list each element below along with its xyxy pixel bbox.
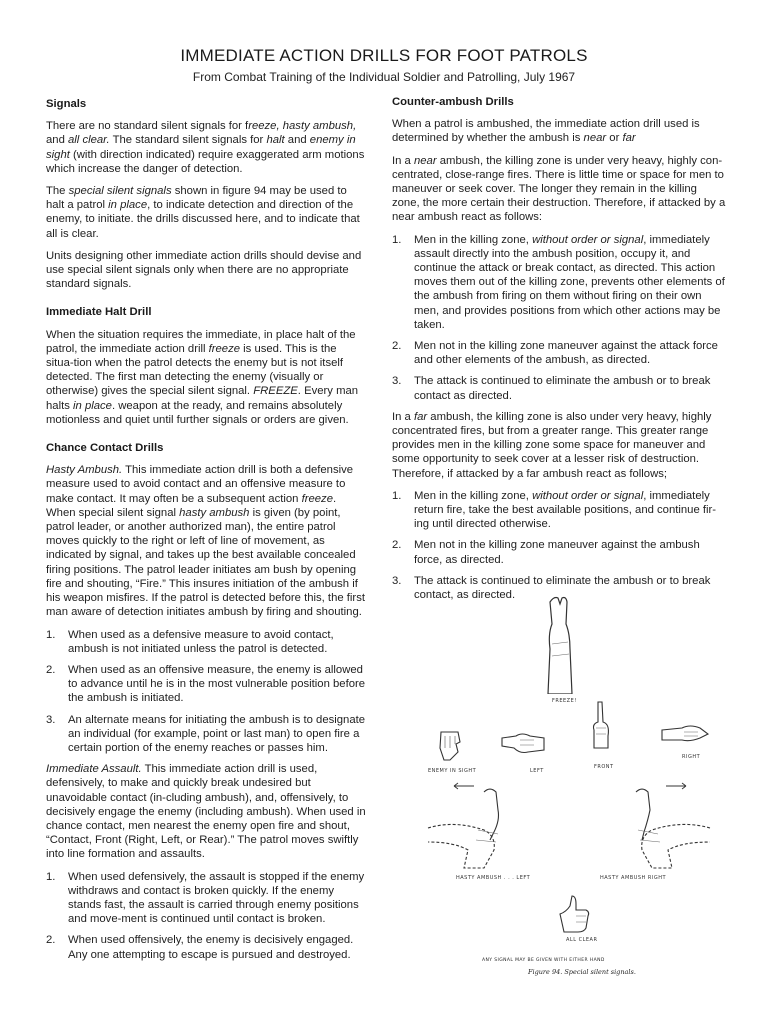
all-clear-hand-illustration [556,894,592,934]
paragraph: The special silent signals shown in figure 94 may be used to halt a patrol in place, to indicate detection and direction of the enemy, to initiate. the drills discussed here, and to indicate that all is clear. [46,185,360,240]
paragraph: When a patrol is ambushed, the immediate action drill used is determined by whether the ambush is near or far [392,118,700,145]
numbered-list [46,870,366,962]
paragraph: There are no standard silent signals for freeze, hasty ambush, and all clear. The standard silent signals for halt and enemy in sight (with direction indicated) require exaggerated arm motions which increase the danger of detection. [46,120,365,175]
list-item: 3. The attack is continued to eliminate the ambush or to break contact as directed. [392,375,711,402]
paragraph: When the situation requires the immediate, in place halt of the patrol, the immediate action drill freeze is used. This is the situa-tion when the patrol detects the enemy but is not itself detected. The first man detecting the enemy (visually or otherwise) gives the special silent signal. FREEZE. Every man halts in place. weapon at the ready, and remains absolutely motionless and quiet until further signals or orders are given. [46,328,359,426]
hasty-ambush-right-illustration [596,780,714,870]
front-hand-illustration [588,700,614,750]
figure-special-silent-signals [420,588,720,988]
freeze-arm-illustration [540,594,580,694]
section-heading-chance-contact: Chance Contact Drills [46,442,164,455]
list-item: 3. The attack is continued to eliminate the ambush or to break contact, as directed. [392,574,711,602]
list-item: 1. When used defensively, the assault is stopped if the enemy withdraws and contact is broken quickly. If the enemy stands fast, the assault is carried through enemy positions and move-ment is continued until contact is broken. [46,870,365,926]
numbered-list [392,489,726,602]
list-item: 3. An alternate means for initiating the ambush is to designate an individual (for example, point or last man) to open fire a certain portion of the enemy reaches or passes him. [46,713,366,754]
figure-label-all-clear: ALL CLEAR [566,937,598,943]
figure-label-front: FRONT [594,764,614,770]
figure-label-hasty-ambush-right: HASTY AMBUSH RIGHT [600,875,667,881]
section-heading-signals: Signals [46,98,87,110]
list-item: 2. When used offensively, the enemy is decisively engaged. Any one attempting to escape is pursued and destroyed. [46,934,354,961]
list-item: 1. When used as a defensive measure to avoid contact, ambush is not initiated unless the patrol is detected. [46,628,334,655]
section-heading-counter-ambush: Counter-ambush Drills [392,96,514,108]
list-item: 2. Men not in the killing zone maneuver against the ambush force, as directed. [392,539,700,566]
section-heading-halt: Immediate Halt Drill [46,306,152,319]
paragraph: Units designing other immediate action drills should devise and use special silent signals only when there are no appropriate standard signals. [46,249,362,291]
figure-note: ANY SIGNAL MAY BE GIVEN WITH EITHER HAND [482,958,605,963]
numbered-list [392,233,726,403]
page-subtitle: From Combat Training of the Individual Soldier and Patrolling, July 1967 [192,70,576,84]
figure-label-enemy-in-sight: ENEMY IN SIGHT [428,768,477,774]
figure-label-freeze: FREEZE! [552,698,577,704]
figure-label-hasty-ambush-left: HASTY AMBUSH . . . LEFT [456,875,531,881]
figure-label-left: LEFT [530,768,544,774]
right-column [392,95,726,609]
page-title: IMMEDIATE ACTION DRILLS FOR FOOT PATROLS [180,46,588,65]
paragraph: Hasty Ambush. This immediate action drill is both a defensive measure used to avoid contact and an offensive measure to make contact. It may often be a subsequent action freeze. When special silent signal hasty ambush is given (by point, patrol leader, or another authorized man), the entire patrol moves quickly to the right or left of line of movement, as indicated by signal, and takes up the best available concealed firing positions. The patrol leader initiates am bush by opening fire and shouting, “Fire.” This insures initiation of the ambush if his weapon misfires. If the patrol is detected before this, the first man aware of detection initiates ambush by firing and shouting. [46,464,365,619]
left-column [46,97,366,969]
paragraph: Immediate Assault. This immediate action drill is used, defensively, to make and quickly break undesired but unavoidable contact (in-cluding ambush), and, offensively, to decisively engage the enemy (including ambush). When used in chance contact, men nearest the enemy open fire and shout, “Contact, Front (Right, Left, or Rear).” The patrol moves swiftly into line formation and assaults. [46,763,366,861]
list-item: 2. When used as an offensive measure, the enemy is allowed to advance until he is in the most vulnerable position before the ambush is initiated. [46,663,366,705]
enemy-in-sight-hand-illustration [436,730,466,762]
figure-label-right: RIGHT [682,754,701,760]
numbered-list [46,628,366,756]
paragraph: In a far ambush, the killing zone is also under very heavy, highly concentrated fires, but from a greater range. This greater range provides men in the killing zone some space for maneuver and some opportunity to seek cover at a lesser risk of destruction. Therefore, if attacked by a far ambush react as follows; [392,410,712,480]
left-hand-illustration [500,730,546,756]
paragraph: In a near ambush, the killing zone is under very heavy, highly con-centrated, close-range fires. There is little time or space for men to maneuver or seek cover. The longer they remain in the killing zone, the more certain their destruction. Therefore, if attacked by a near ambush react as follows: [392,154,726,224]
right-hand-illustration [660,720,710,750]
list-item: 2. Men not in the killing zone maneuver against the attack force and other elements of the ambush, as directed. [392,340,718,367]
list-item: 1. Men in the killing zone, without order or signal, immediately return fire, take the best available positions, and continue fir-ing until directed otherwise. [392,489,717,531]
hasty-ambush-left-illustration [424,780,534,870]
figure-caption: Figure 94. Special silent signals. [528,968,636,976]
list-item: 1. Men in the killing zone, without order or signal, immediately assault directly into the ambush position, occupy it, and continue the attack or break contact, as directed. This action moves them out of the killing zone, prevents other elements of the ambush from firing on them without firing on their own men, and provides positions from which other actions may be taken. [392,233,725,331]
